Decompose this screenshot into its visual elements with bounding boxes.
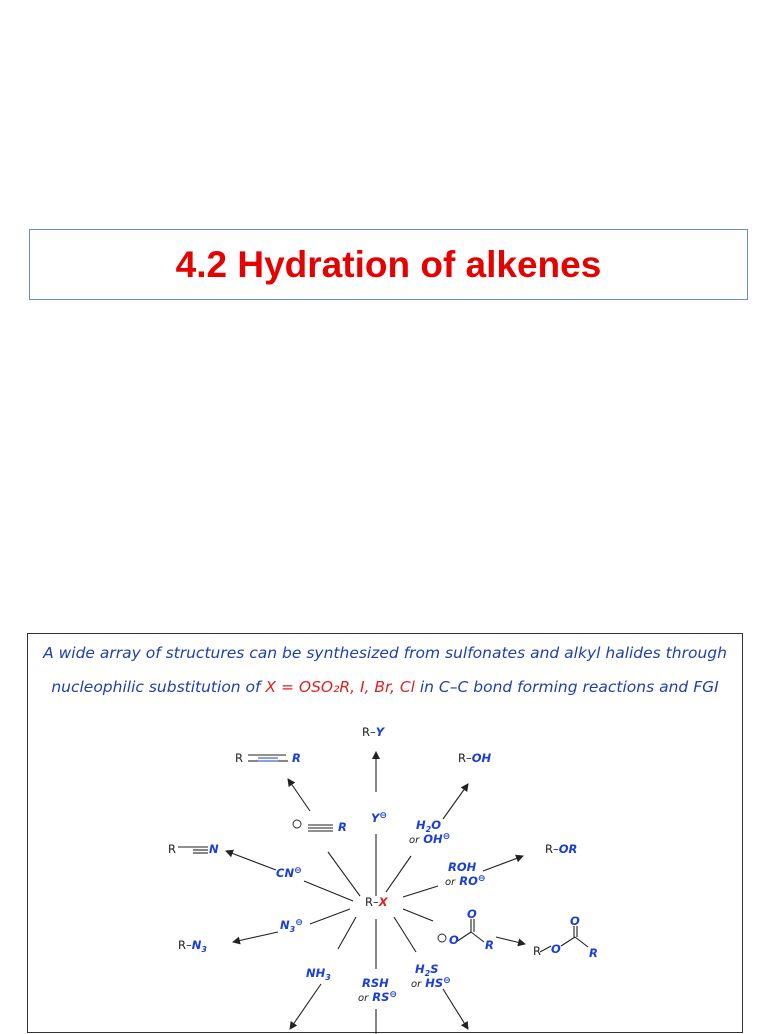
nuc-h2o: $H_2O$: [416, 818, 441, 834]
ester-r: R: [589, 946, 598, 960]
spoke-upright: [386, 856, 411, 892]
spoke-downleft: [310, 909, 350, 924]
carboxylate-r: R: [485, 938, 494, 952]
nuc-y: Y⊖: [371, 811, 387, 825]
slide-title: 4.2 Hydration of alkenes: [175, 243, 602, 285]
title-box: [29, 229, 748, 300]
leaving-groups: X = OSO₂R, I, Br, Cl: [265, 678, 415, 696]
product-alkyne-r1: R: [235, 751, 243, 765]
reaction-arrows: [28, 634, 744, 1034]
product-nitrile-n: N: [209, 842, 219, 856]
product-ether: R–OR: [545, 842, 578, 856]
spoke-downright: [403, 909, 433, 921]
nuc-ro: or RO⊖: [445, 874, 486, 888]
charge-carboxylate: [438, 934, 446, 942]
nuc-acetylide-r: R: [338, 820, 347, 834]
carboxylate-o: O: [467, 907, 477, 921]
spoke-upleft: [328, 852, 360, 896]
nuc-h2s: $H_2S$: [415, 962, 439, 978]
charge-acetylide: [293, 820, 301, 828]
product-nitrile-r: R: [168, 842, 176, 856]
nuc-oh: or OH⊖: [409, 832, 451, 846]
nuc-rsh: RSH: [362, 976, 389, 990]
ester-o-link: O: [551, 942, 561, 956]
spoke-right: [403, 886, 438, 897]
spoke-down-left: [338, 917, 356, 949]
ester-o: O: [570, 914, 580, 928]
reaction-panel: [27, 633, 743, 1033]
product-alcohol: R–OH: [458, 751, 492, 765]
arrow-downleft: [233, 932, 278, 942]
product-alkyne-r2: R: [292, 751, 301, 765]
arrow-left: [226, 851, 276, 870]
nuc-nh3: $NH_3$: [306, 966, 331, 982]
caption-line-1: A wide array of structures can be synthesized from sulfonates and alkyl halides through: [43, 644, 727, 662]
nuc-azide: $N_3^⊖$: [280, 918, 303, 934]
carboxylate-skeleton: [456, 919, 484, 942]
product-azide: $R-N_3$: [178, 938, 207, 954]
center-rx: R–X: [365, 895, 388, 909]
arrow-down-left: [290, 984, 321, 1029]
caption-line-2: nucleophilic substitution of X = OSO₂R, I, Br, Cl in C–C bond forming reactions and FGI: [51, 678, 719, 696]
product-ry: R–Y: [362, 725, 385, 739]
spoke-down-right: [394, 917, 416, 952]
nuc-hs: or HS⊖: [411, 976, 451, 990]
nuc-rs: or RS⊖: [358, 990, 397, 1004]
acetylide-bond: [308, 825, 333, 831]
arrow-down-right: [443, 989, 468, 1029]
ester-r-alkyl: R: [533, 944, 541, 958]
arrow-upleft: [288, 779, 310, 811]
arrow-downright: [496, 937, 525, 944]
nuc-roh: ROH: [448, 860, 477, 874]
arrow-upright: [443, 784, 468, 819]
ester-skeleton: [540, 926, 588, 952]
nitrile-bond: [178, 847, 208, 853]
spoke-left: [304, 881, 353, 901]
arrow-right: [483, 856, 523, 871]
nuc-cn: CN⊖: [276, 866, 302, 880]
carboxylate-o-minus: O: [449, 933, 459, 947]
alkyne-bond: [248, 755, 288, 761]
